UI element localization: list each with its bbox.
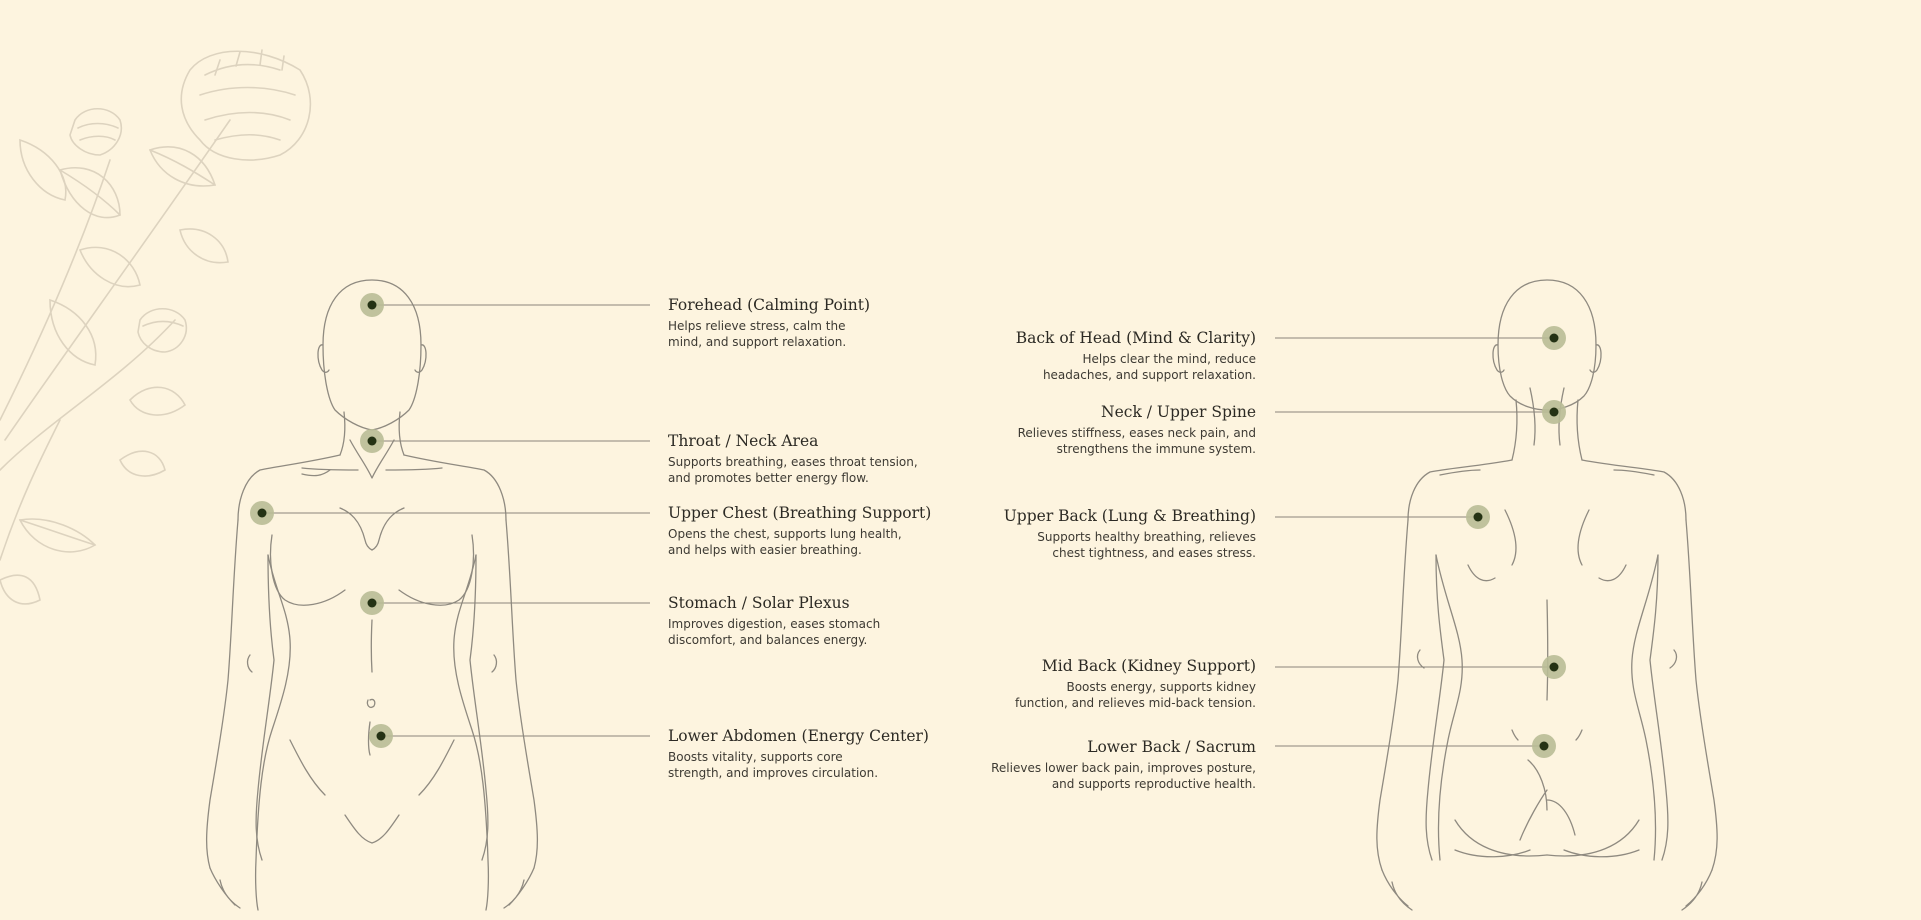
front-callout-throat <box>668 431 918 486</box>
back-pressure-point-back-of-head[interactable] <box>1550 334 1559 343</box>
back-pressure-point-upper-back[interactable] <box>1474 513 1483 522</box>
front-pressure-point-stomach[interactable] <box>368 599 377 608</box>
back-pressure-point-mid-back[interactable] <box>1550 663 1559 672</box>
back-callout-upper-back <box>1004 506 1256 561</box>
callout-description: Relieves stiffness, eases neck pain, and strengthens the immune system. <box>1017 426 1256 456</box>
callout-title: Stomach / Solar Plexus <box>668 594 850 612</box>
front-callout-forehead <box>668 295 870 350</box>
callout-title: Back of Head (Mind & Clarity) <box>1015 329 1256 347</box>
front-pressure-point-throat[interactable] <box>368 437 377 446</box>
callout-title: Mid Back (Kidney Support) <box>1041 657 1256 675</box>
front-pressure-point-upper-chest[interactable] <box>258 509 267 518</box>
callout-title: Lower Back / Sacrum <box>1087 738 1256 756</box>
front-callout-lower-abdomen <box>668 726 929 781</box>
back-pressure-point-neck-upper-spine[interactable] <box>1550 408 1559 417</box>
callout-title: Lower Abdomen (Energy Center) <box>668 727 929 745</box>
callout-description: Relieves lower back pain, improves posture, and supports reproductive health. <box>991 761 1256 791</box>
callout-description: Boosts energy, supports kidney function, and relieves mid-back tension. <box>1014 680 1256 710</box>
callout-description: Opens the chest, supports lung health, and helps with easier breathing. <box>668 527 902 557</box>
front-callout-stomach <box>668 593 880 648</box>
callout-title: Neck / Upper Spine <box>1101 403 1256 421</box>
callout-description: Helps relieve stress, calm the mind, and support relaxation. <box>668 319 847 349</box>
callout-description: Supports healthy breathing, relieves chest tightness, and eases stress. <box>1037 530 1256 560</box>
back-callout-mid-back <box>1015 656 1256 711</box>
back-callout-back-of-head <box>1016 328 1256 383</box>
callout-title: Upper Chest (Breathing Support) <box>668 504 932 522</box>
back-pressure-point-lower-back[interactable] <box>1540 742 1549 751</box>
callout-description: Improves digestion, eases stomach discomfort, and balances energy. <box>668 617 881 647</box>
callout-title: Upper Back (Lung & Breathing) <box>1003 507 1256 525</box>
callout-title: Forehead (Calming Point) <box>668 296 871 314</box>
front-callout-upper-chest <box>668 503 931 558</box>
back-callout-lower-back <box>991 737 1256 792</box>
front-pressure-point-forehead[interactable] <box>368 301 377 310</box>
callout-title: Throat / Neck Area <box>668 432 819 450</box>
front-pressure-point-lower-abdomen[interactable] <box>377 732 386 741</box>
callout-description: Supports breathing, eases throat tension, and promotes better energy flow. <box>668 455 918 485</box>
callout-description: Boosts vitality, supports core strength, and improves circulation. <box>668 750 879 780</box>
back-callout-neck-upper-spine <box>1018 402 1256 457</box>
callout-description: Helps clear the mind, reduce headaches, and support relaxation. <box>1042 352 1256 382</box>
